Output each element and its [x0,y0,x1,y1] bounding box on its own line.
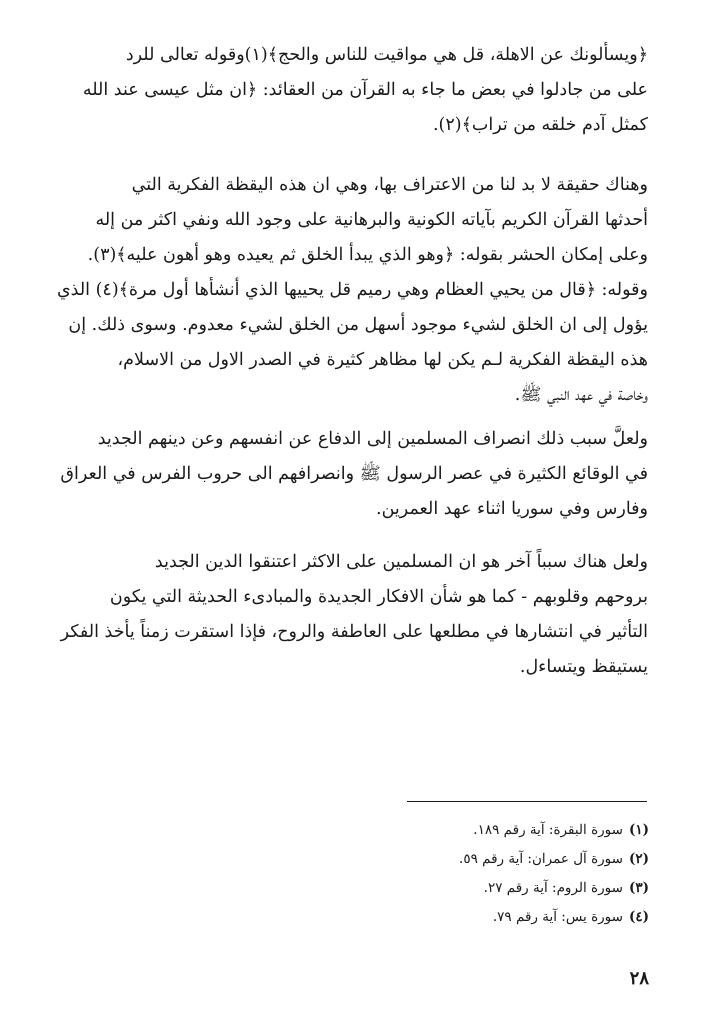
footnote-1 [459,816,649,845]
text-line: ولعل هناك سبباً آخر هو ان المسلمين على الاكثر اعتنقوا الدين الجديد [154,552,648,572]
footnote-3 [459,874,649,903]
paragraph-1 [70,38,648,143]
text-line: في الوقائع الكثيرة في عصر الرسول ﷺ وانصرافهم الى حروب الفرس في العراق [60,464,648,484]
text-line: ولعلَّ سبب ذلك انصراف المسلمين إلى الدفاع عن انفسهم وعن دينهم الجديد [97,429,648,449]
footnote-number: (١) [628,822,649,838]
footnote-text: سورة البقرة: آية رقم ١٨٩. [473,822,623,838]
footnote-text: سورة آل عمران: آية رقم ٥٩. [459,851,623,867]
footnote-divider [407,801,647,802]
footnotes [459,816,649,932]
text-line: هذه اليقظة الفكرية لـم يكن لها مظاهر كثيرة في الصدر الاول من الاسلام، [117,350,648,370]
page-number: ٢٨ [629,968,649,989]
footnote-text: سورة يس: آية رقم ٧٩. [492,909,623,925]
footnote-number: (٢) [628,851,649,867]
text-line: وعلى إمكان الحشر بقوله: ﴿وهو الذي يبدأ الخلق ثم يعيده وهو أهون عليه﴾(٣). [87,245,648,265]
paragraph-4 [60,545,648,685]
text-line: وفارس وفي سوريا اثناء عهد العمرين. [376,499,648,519]
text-line: التأثير في انتشارها في مطلعها على العاطفة والروح، فإذا استقرت زمناً يأخذ الفكر [60,622,648,642]
text-line: يستيقظ ويتساءل. [519,657,648,677]
text-line: وقوله: ﴿قال من يحيي العظام وهي رميم قل يحييها الذي أنشأها أول مرة﴾(٤) الذي [56,280,648,300]
text-line: كمثل آدم خلقه من تراب﴾(٢). [432,115,648,135]
text-line: وخاصة في عهد النبي ﷺ. [514,385,648,405]
text-line: على من جادلوا في بعض ما جاء به القرآن من العقائد: ﴿ان مثل عيسى عند الله [82,80,648,100]
footnote-4 [459,903,649,932]
footnote-text: سورة الروم: آية رقم ٢٧. [483,880,623,896]
text-line: ﴿ويسألونك عن الاهلة، قل هي مواقيت للناس والحج﴾(١)وقوله تعالى للرد [125,45,648,65]
footnote-2 [459,845,649,874]
paragraph-3 [60,422,648,527]
text-line: يؤول إلى ان الخلق لشيء موجود أسهل من الخلق لشيء معدوم. وسوى ذلك. إن [68,315,648,335]
text-line: بروحهم وقلوبهم - كما هو شأن الافكار الجديدة والمبادىء الحديثة التي يكون [109,587,648,607]
footnote-number: (٤) [628,909,649,925]
footnote-number: (٣) [628,880,649,896]
text-line: أحدثها القرآن الكريم بآياته الكونية والبرهانية على وجود الله ونفي اكثر من إله [95,210,648,230]
text-line: وهناك حقيقة لا بد لنا من الاعتراف بها، وهي ان هذه اليقظة الفكرية التي [131,175,648,195]
paragraph-2 [56,168,648,413]
